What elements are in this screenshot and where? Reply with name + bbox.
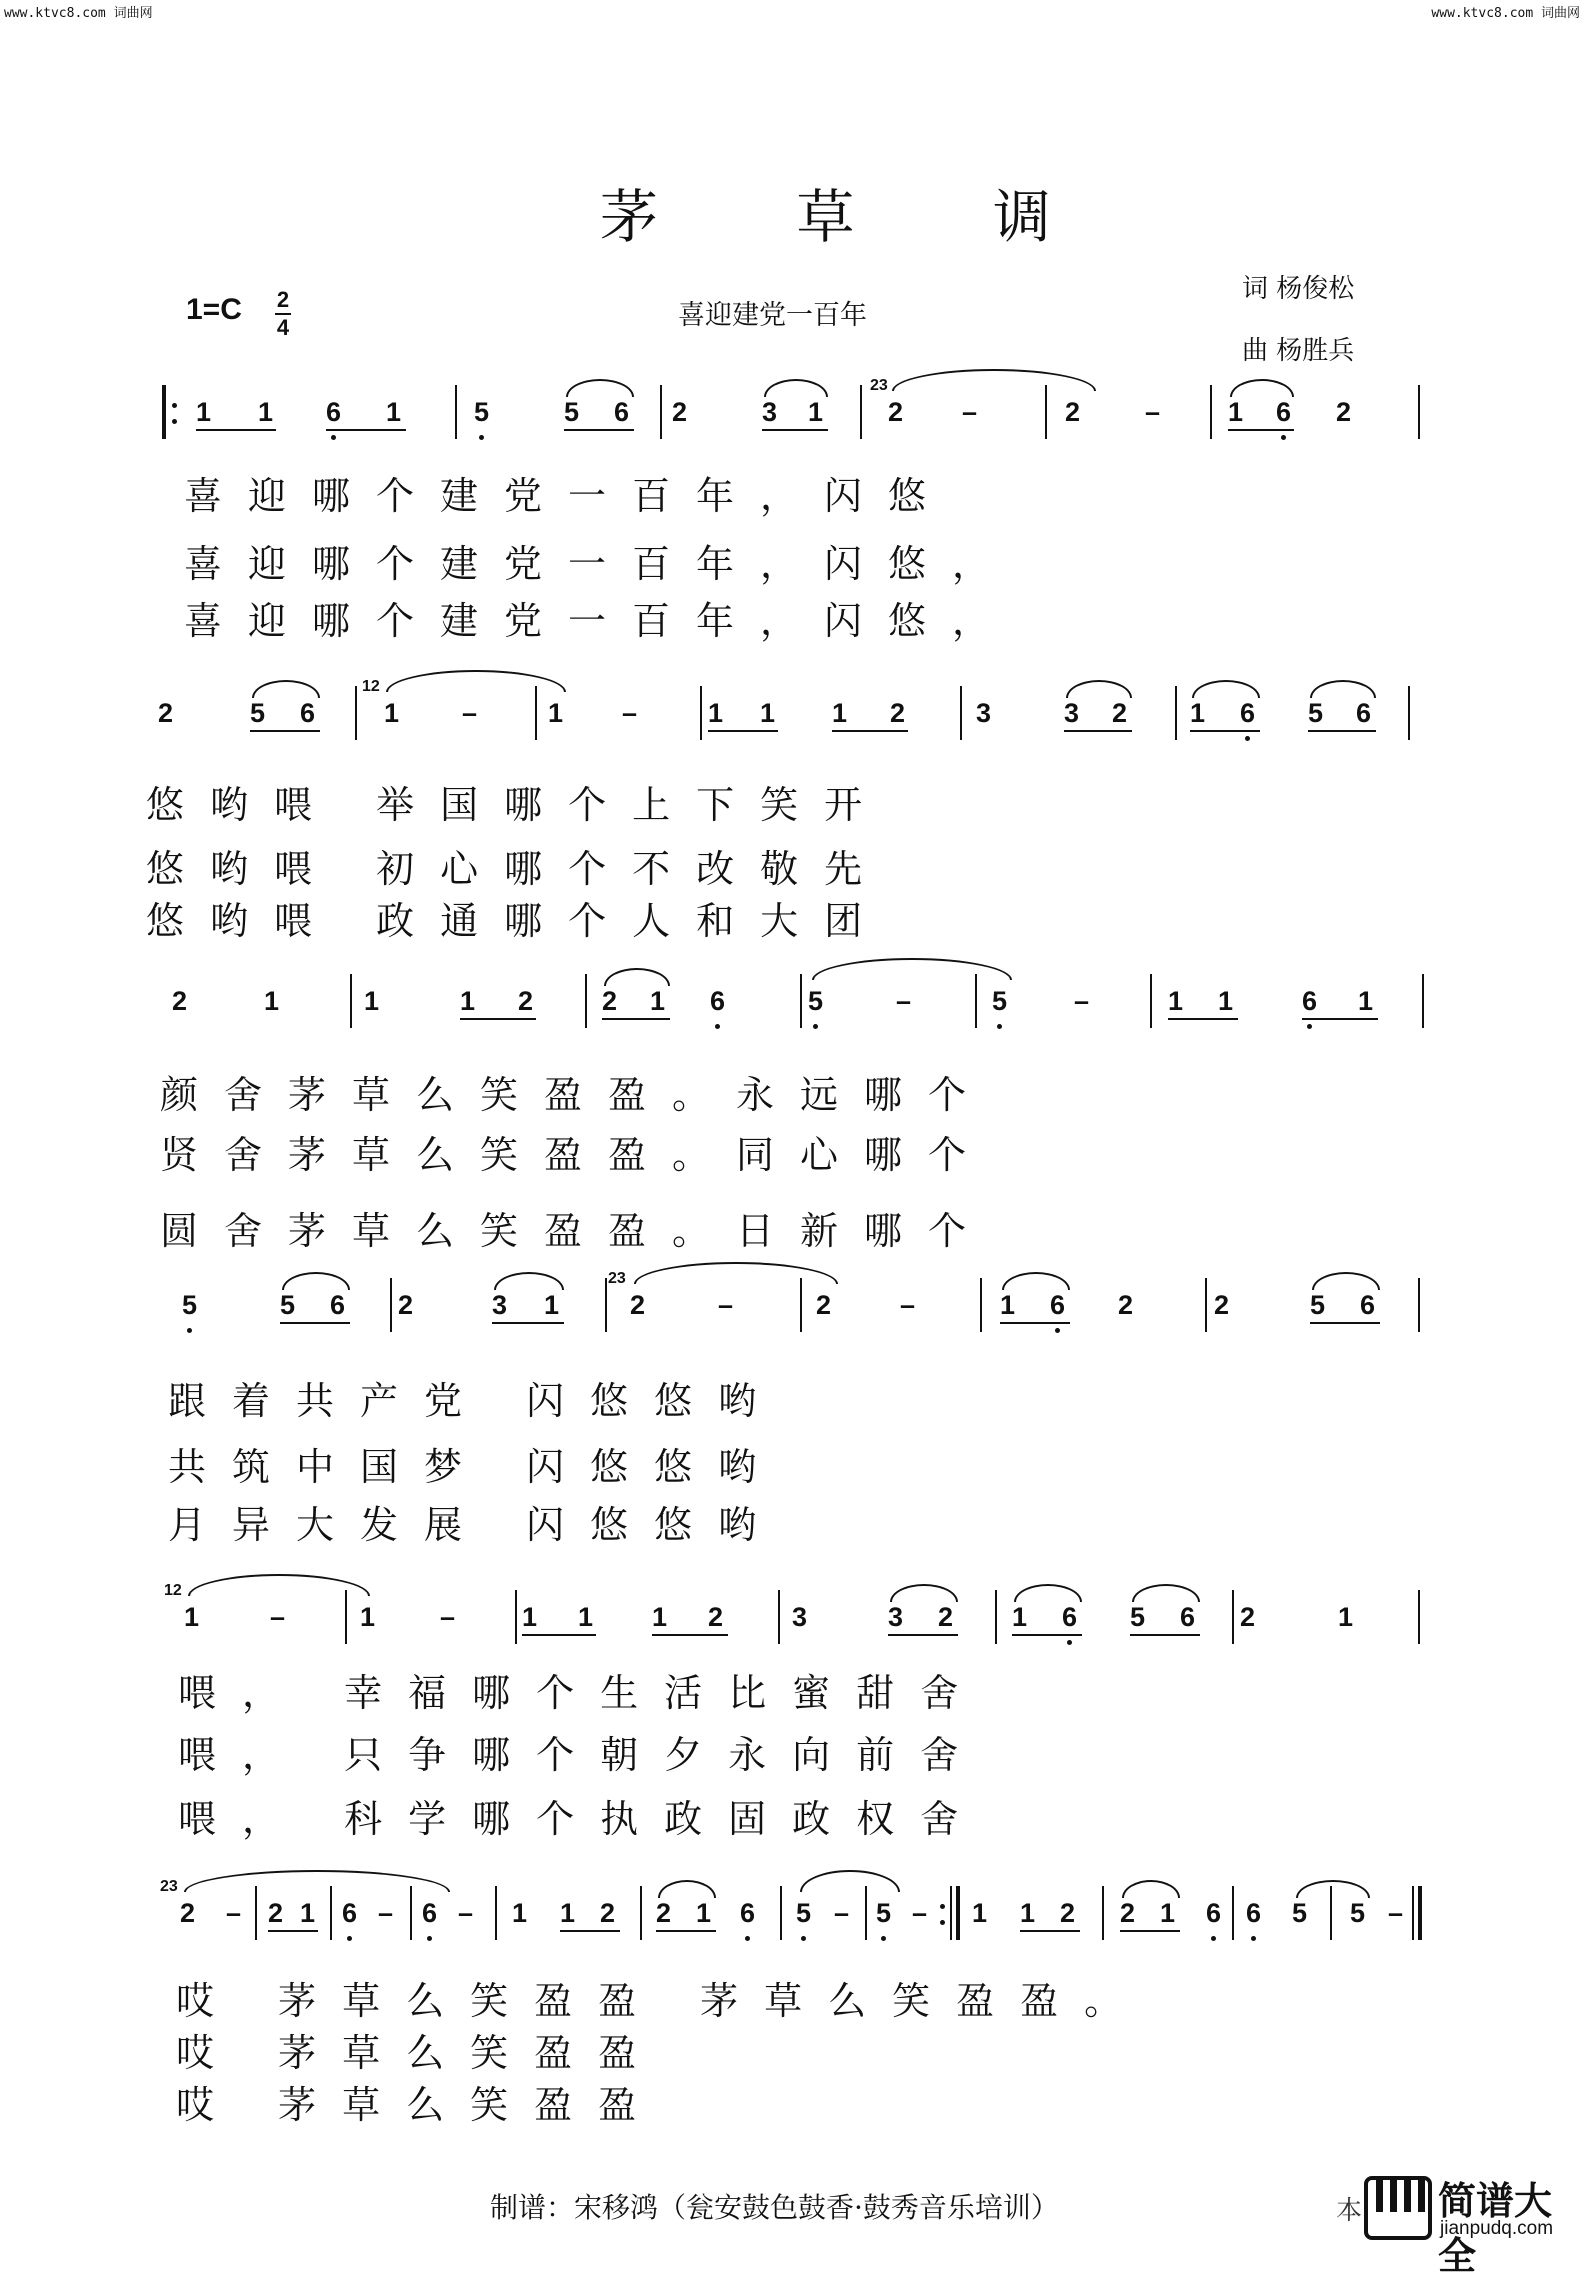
- key-signature: 1=C: [186, 293, 242, 326]
- page-title: 茅 草 调: [600, 183, 1111, 251]
- lyricist: 词 杨俊松: [1242, 274, 1355, 304]
- composer: 曲 杨胜兵: [1242, 336, 1355, 366]
- subtitle: 喜迎建党一百年: [678, 300, 867, 331]
- footer-credit: 制谱：宋移鸿（瓮安鼓色鼓香·鼓秀音乐培训）: [490, 2191, 1059, 2224]
- time-top: 2: [276, 287, 290, 312]
- lyric-line-4-verse-3: 月异大发展 闪悠悠哟: [168, 1503, 783, 1547]
- site-logo[interactable]: [1360, 2168, 1586, 2278]
- logo-url: jianpudq.com: [1440, 2218, 1554, 2239]
- header-right: www.ktvc8.com 词曲网: [1431, 6, 1580, 21]
- page-mark: 本: [1336, 2196, 1363, 2226]
- lyric-line-5-verse-3: 喂， 科学哪个执政固政权舍: [178, 1797, 985, 1841]
- lyric-line-2-verse-1: 悠哟喂 举国哪个上下笑开: [146, 783, 889, 827]
- lyric-line-5-verse-1: 喂， 幸福哪个生活比蜜甜舍: [178, 1671, 985, 1715]
- time-bottom: 4: [276, 315, 290, 340]
- lyric-line-1-verse-3: 喜迎哪个建党一百年，闪悠，: [184, 599, 1017, 643]
- lyric-line-2-verse-2: 悠哟喂 初心哪个不改敬先: [146, 847, 889, 891]
- lyric-line-6-verse-3: 哎 茅草么笑盈盈: [176, 2083, 663, 2127]
- piano-icon: [1364, 2172, 1434, 2242]
- lyric-line-6-verse-2: 哎 茅草么笑盈盈: [176, 2031, 663, 2075]
- logo-text: 简谱大全: [1438, 2181, 1553, 2278]
- lyric-line-3-verse-1: 颜舍茅草么笑盈盈。永远哪个: [160, 1073, 993, 1117]
- lyric-line-4-verse-1: 跟着共产党 闪悠悠哟: [168, 1379, 783, 1423]
- lyric-line-1-verse-1: 喜迎哪个建党一百年，闪悠: [184, 474, 953, 518]
- lyric-line-6-verse-1: 哎 茅草么笑盈盈 茅草么笑盈盈。: [176, 1979, 1149, 2023]
- lyric-line-3-verse-2: 贤舍茅草么笑盈盈。同心哪个: [160, 1133, 993, 1177]
- lyric-line-2-verse-3: 悠哟喂 政通哪个人和大团: [146, 899, 889, 943]
- header-left: www.ktvc8.com 词曲网: [4, 6, 153, 21]
- lyric-line-3-verse-3: 圆舍茅草么笑盈盈。日新哪个: [160, 1209, 993, 1253]
- lyric-line-1-verse-2: 喜迎哪个建党一百年，闪悠，: [184, 542, 1017, 586]
- time-signature: [275, 288, 291, 340]
- lyric-line-5-verse-2: 喂， 只争哪个朝夕永向前舍: [178, 1733, 985, 1777]
- lyric-line-4-verse-2: 共筑中国梦 闪悠悠哟: [168, 1445, 783, 1489]
